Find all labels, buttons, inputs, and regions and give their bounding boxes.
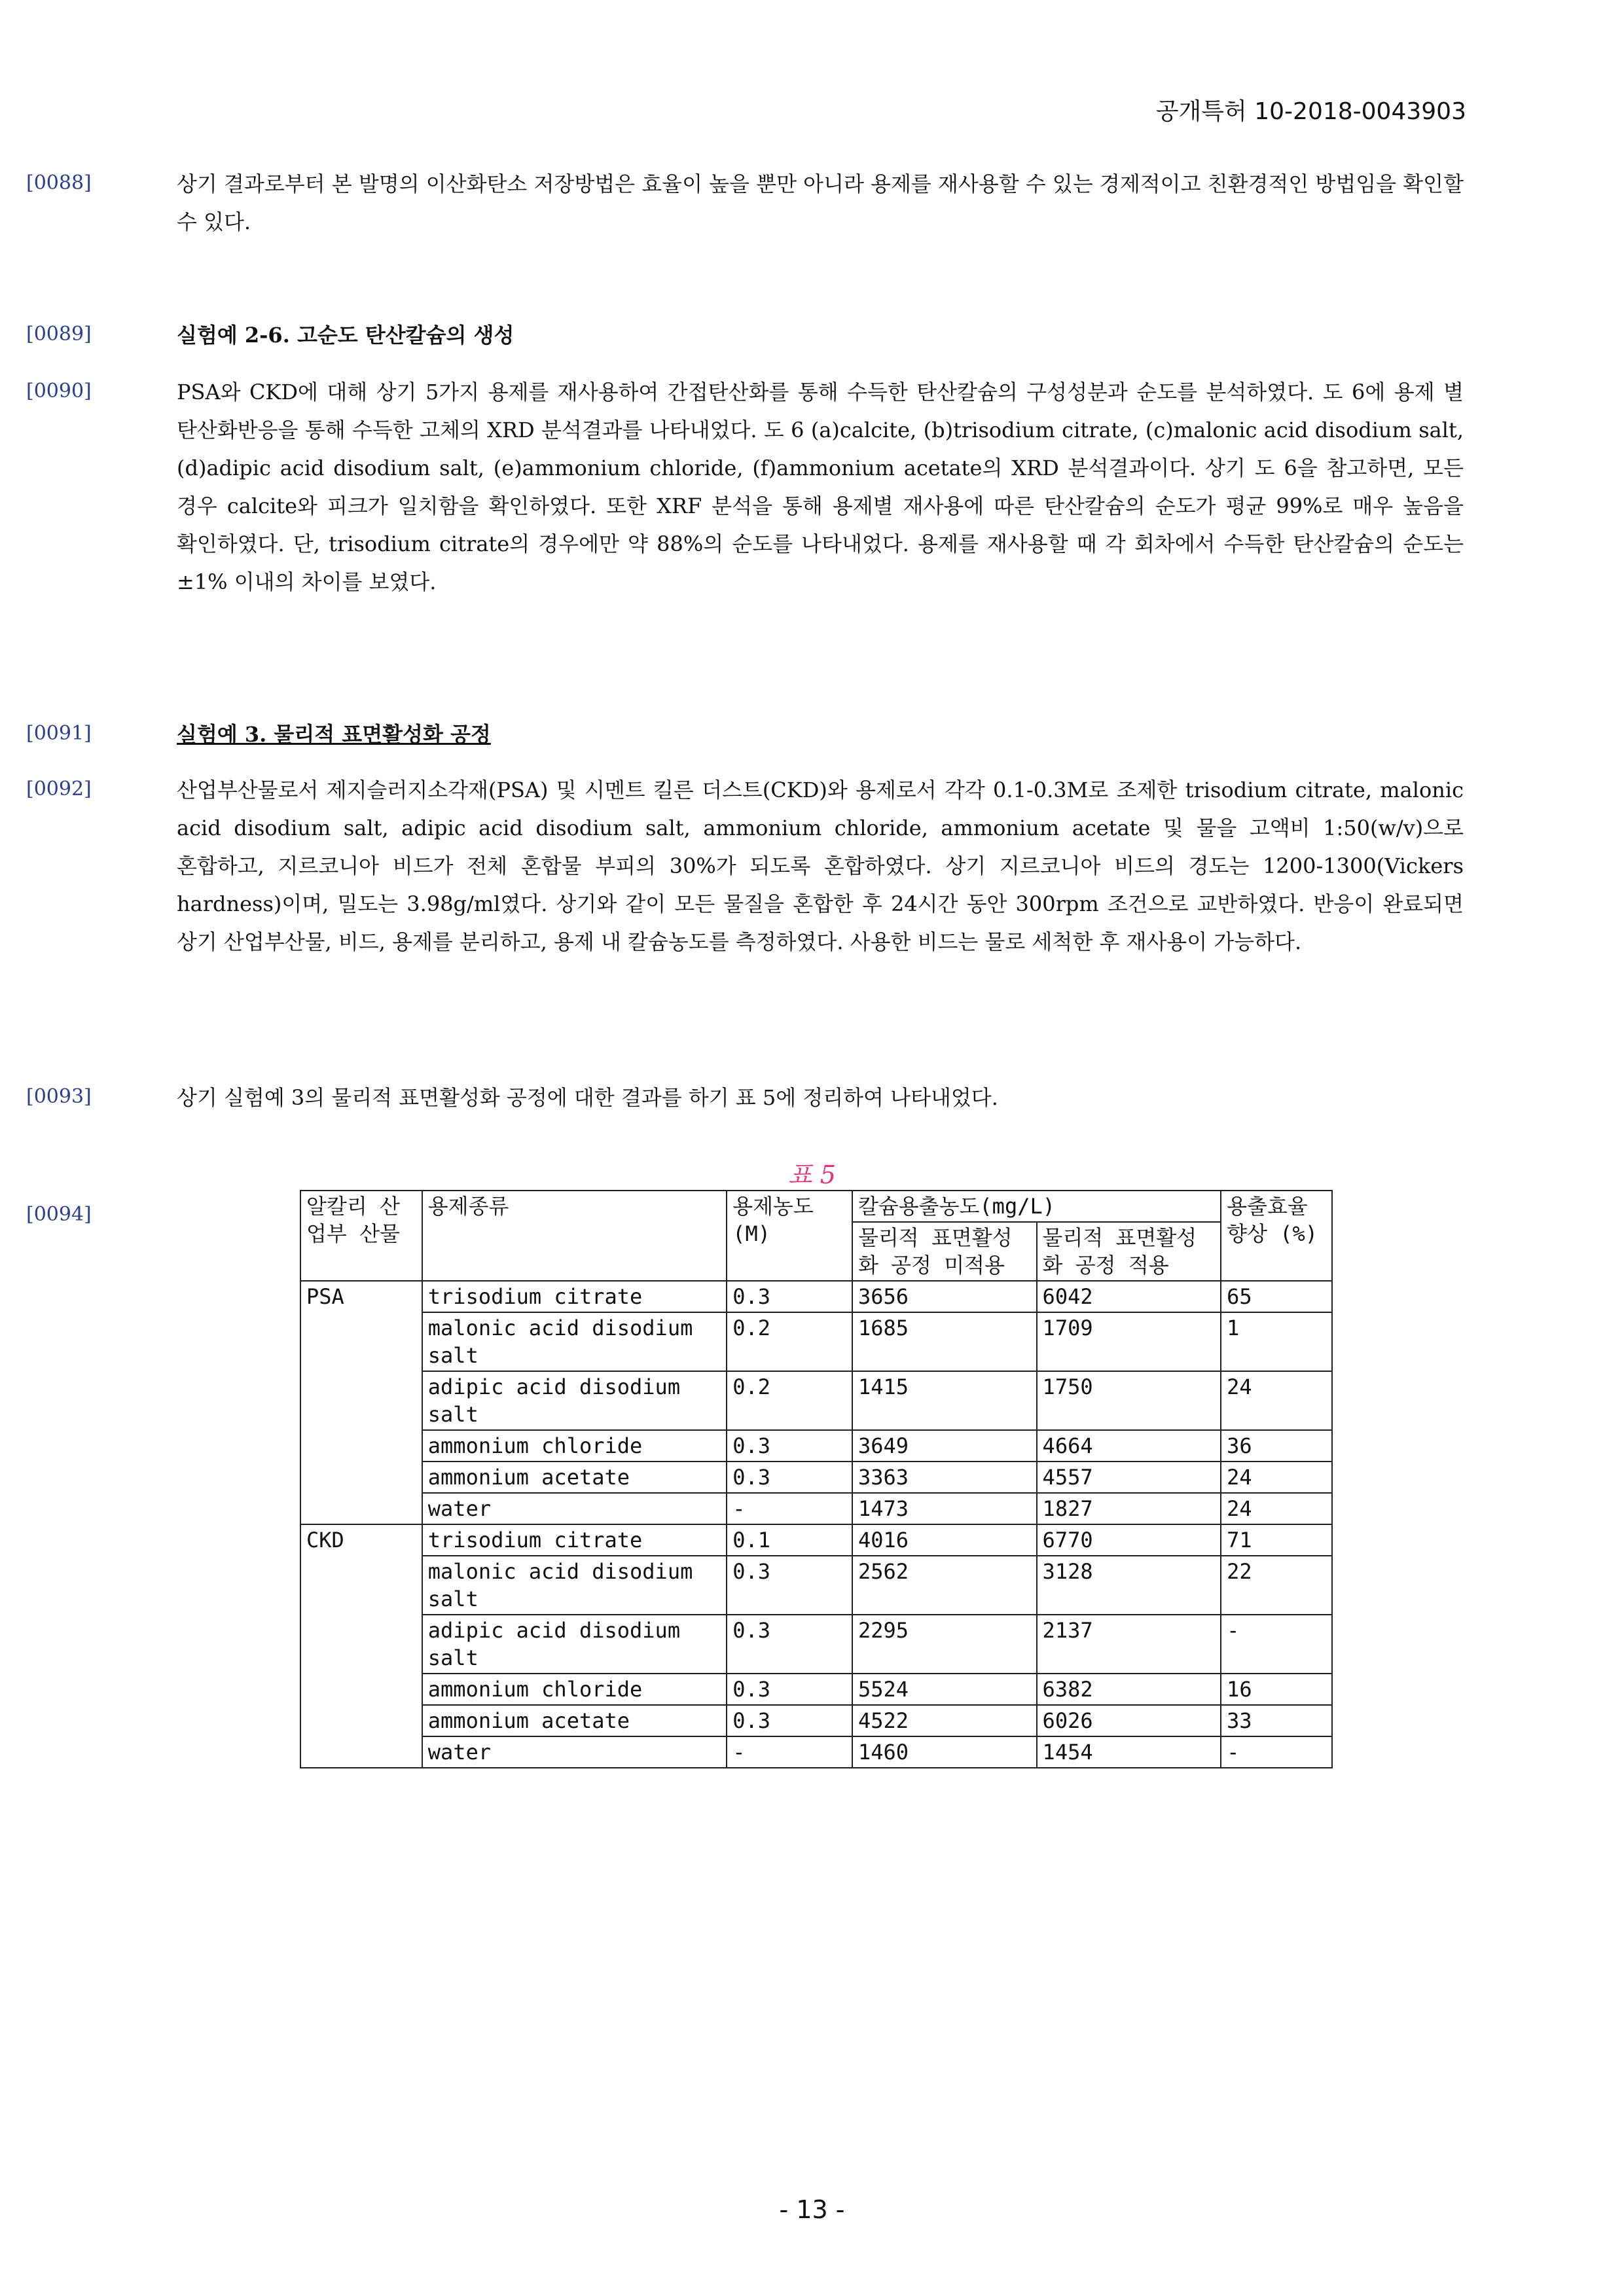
improvement-cell: 22: [1221, 1556, 1332, 1615]
improvement-cell: -: [1221, 1615, 1332, 1674]
table-row: [300, 1430, 1332, 1462]
concentration-cell: 0.3: [727, 1281, 852, 1312]
paragraph-number: [0094]: [26, 1203, 92, 1226]
without-activation-cell: 1415: [852, 1371, 1037, 1430]
improvement-cell: 65: [1221, 1281, 1332, 1312]
table-row: [300, 1736, 1332, 1768]
section-heading: 실험예 3. 물리적 표면활성화 공정: [177, 722, 491, 747]
solvent-cell: adipic acid disodium salt: [422, 1371, 727, 1430]
header-without-activation: 물리적 표면활성화 공정 미적용: [852, 1222, 1037, 1281]
paragraph-text: 산업부산물로서 제지슬러지소각재(PSA) 및 시멘트 킬른 더스트(CKD)와 용제로서 각각 0.1-0.3M로 조제한 trisodium citrate, malonic acid disodium salt, adipic acid disodium salt, ammonium chloride, ammonium acetate 및 물을 고액비 1:50(w/v)으로 혼합하고, 지르코니아 비드가 전체 혼합물 부피의 30%가 되도록 혼합하였다. 상기 지르코니아 비드의 경도는 1200-1300(Vickers hardness)이며, 밀도는 3.98g/ml였다. 상기와 같이 모든 물질을 혼합한 후 24시간 동안 300rpm 조건으로 교반하였다. 반응이 완료되면 상기 산업부산물, 비드, 용제를 분리하고, 용제 내 칼슘농도를 측정하였다. 사용한 비드는 물로 세척한 후 재사용이 가능하다.: [177, 778, 1464, 954]
solvent-cell: ammonium acetate: [422, 1462, 727, 1493]
table-row: [300, 1371, 1332, 1430]
section-heading: 실험예 2-6. 고순도 탄산칼슘의 생성: [177, 323, 514, 348]
header-byproduct: 알칼리 산업부 산물: [300, 1191, 422, 1281]
without-activation-cell: 2295: [852, 1615, 1037, 1674]
with-activation-cell: 1709: [1037, 1312, 1221, 1371]
concentration-cell: 0.3: [727, 1674, 852, 1705]
results-table: [300, 1190, 1333, 1768]
header-improvement: 용출효율향상 (%): [1221, 1191, 1332, 1281]
byproduct-cell: CKD: [300, 1524, 422, 1768]
table-row: [300, 1462, 1332, 1493]
concentration-cell: 0.3: [727, 1430, 852, 1462]
solvent-cell: water: [422, 1493, 727, 1524]
concentration-cell: -: [727, 1493, 852, 1524]
without-activation-cell: 4016: [852, 1524, 1037, 1556]
header-solvent: 용제종류: [422, 1191, 727, 1281]
without-activation-cell: 3649: [852, 1430, 1037, 1462]
without-activation-cell: 1460: [852, 1736, 1037, 1768]
solvent-cell: malonic acid disodium salt: [422, 1312, 727, 1371]
concentration-cell: 0.1: [727, 1524, 852, 1556]
without-activation-cell: 2562: [852, 1556, 1037, 1615]
improvement-cell: 24: [1221, 1371, 1332, 1430]
table-row: [300, 1281, 1332, 1312]
paragraph-number: [0089]: [26, 323, 92, 346]
with-activation-cell: 4664: [1037, 1430, 1221, 1462]
concentration-cell: 0.3: [727, 1705, 852, 1736]
with-activation-cell: 1454: [1037, 1736, 1221, 1768]
table-row: [300, 1312, 1332, 1371]
paragraph-number: [0090]: [26, 380, 92, 403]
with-activation-cell: 6770: [1037, 1524, 1221, 1556]
solvent-cell: malonic acid disodium salt: [422, 1556, 727, 1615]
without-activation-cell: 4522: [852, 1705, 1037, 1736]
without-activation-cell: 3363: [852, 1462, 1037, 1493]
table-row: [300, 1705, 1332, 1736]
header-with-activation: 물리적 표면활성화 공정 적용: [1037, 1222, 1221, 1281]
solvent-cell: ammonium acetate: [422, 1705, 727, 1736]
page-number: - 13 -: [779, 2195, 845, 2224]
concentration-cell: 0.2: [727, 1371, 852, 1430]
with-activation-cell: 3128: [1037, 1556, 1221, 1615]
improvement-cell: -: [1221, 1736, 1332, 1768]
paragraph-text: PSA와 CKD에 대해 상기 5가지 용제를 재사용하여 간접탄산화를 통해 수득한 탄산칼슘의 구성성분과 순도를 분석하였다. 도 6에 용제 별 탄산화반응을 통해 수득한 고체의 XRD 분석결과를 나타내었다. 도 6 (a)calcite, (b)trisodium citrate, (c)malonic acid disodium salt, (d)adipic acid disodium salt, (e)ammonium chloride, (f)ammonium acetate의 XRD 분석결과이다. 상기 도 6을 참고하면, 모든 경우 calcite와 피크가 일치함을 확인하였다. 또한 XRF 분석을 통해 용제별 재사용에 따른 탄산칼슘의 순도가 평균 99%로 매우 높음을 확인하였다. 단, trisodium citrate의 경우에만 약 88%의 순도를 나타내었다. 용제를 재사용할 때 각 회차에서 수득한 탄산칼슘의 순도는 ±1% 이내의 차이를 보였다.: [177, 380, 1464, 594]
table-row: [300, 1524, 1332, 1556]
with-activation-cell: 4557: [1037, 1462, 1221, 1493]
byproduct-cell: PSA: [300, 1281, 422, 1524]
document-id: 공개특허 10-2018-0043903: [1155, 98, 1466, 125]
paragraph-number: [0093]: [26, 1085, 92, 1108]
paragraph-number: [0088]: [26, 171, 92, 194]
solvent-cell: ammonium chloride: [422, 1674, 727, 1705]
with-activation-cell: 6042: [1037, 1281, 1221, 1312]
solvent-cell: trisodium citrate: [422, 1281, 727, 1312]
solvent-cell: adipic acid disodium salt: [422, 1615, 727, 1674]
without-activation-cell: 1685: [852, 1312, 1037, 1371]
table-row: [300, 1674, 1332, 1705]
improvement-cell: 24: [1221, 1462, 1332, 1493]
improvement-cell: 1: [1221, 1312, 1332, 1371]
header-concentration: 용제농도 (M): [727, 1191, 852, 1281]
without-activation-cell: 1473: [852, 1493, 1037, 1524]
concentration-cell: 0.3: [727, 1556, 852, 1615]
with-activation-cell: 6382: [1037, 1674, 1221, 1705]
improvement-cell: 71: [1221, 1524, 1332, 1556]
paragraph-number: [0092]: [26, 778, 92, 800]
paragraph-text: 상기 실험예 3의 물리적 표면활성화 공정에 대한 결과를 하기 표 5에 정리하여 나타내었다.: [177, 1085, 998, 1110]
concentration-cell: 0.2: [727, 1312, 852, 1371]
improvement-cell: 36: [1221, 1430, 1332, 1462]
table-row: [300, 1556, 1332, 1615]
with-activation-cell: 1827: [1037, 1493, 1221, 1524]
header-calcium-elution: 칼슘용출농도(mg/L): [852, 1191, 1221, 1222]
with-activation-cell: 2137: [1037, 1615, 1221, 1674]
with-activation-cell: 6026: [1037, 1705, 1221, 1736]
improvement-cell: 33: [1221, 1705, 1332, 1736]
paragraph-number: [0091]: [26, 722, 92, 745]
concentration-cell: 0.3: [727, 1462, 852, 1493]
table-row: [300, 1615, 1332, 1674]
table-header-row: [300, 1191, 1332, 1222]
table-caption: 표 5: [788, 1160, 836, 1189]
solvent-cell: trisodium citrate: [422, 1524, 727, 1556]
without-activation-cell: 3656: [852, 1281, 1037, 1312]
concentration-cell: -: [727, 1736, 852, 1768]
paragraph-text: 상기 결과로부터 본 발명의 이산화탄소 저장방법은 효율이 높을 뿐만 아니라 용제를 재사용할 수 있는 경제적이고 친환경적인 방법임을 확인할 수 있다.: [177, 171, 1464, 234]
improvement-cell: 24: [1221, 1493, 1332, 1524]
concentration-cell: 0.3: [727, 1615, 852, 1674]
solvent-cell: ammonium chloride: [422, 1430, 727, 1462]
without-activation-cell: 5524: [852, 1674, 1037, 1705]
table-row: [300, 1493, 1332, 1524]
improvement-cell: 16: [1221, 1674, 1332, 1705]
with-activation-cell: 1750: [1037, 1371, 1221, 1430]
solvent-cell: water: [422, 1736, 727, 1768]
